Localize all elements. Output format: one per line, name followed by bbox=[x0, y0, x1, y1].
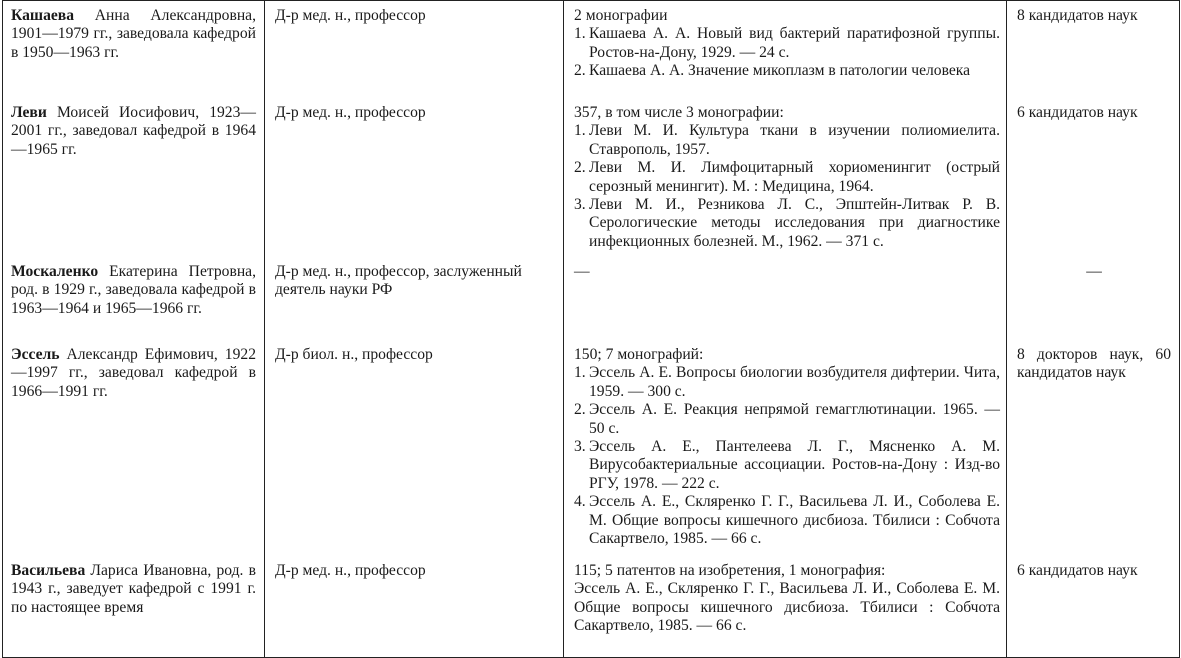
works-cell bbox=[564, 257, 1007, 340]
table-row bbox=[3, 98, 1180, 257]
head-surname: Васильева bbox=[11, 562, 86, 579]
degree-cell: Д-р мед. н., профессор, заслуженный деятель науки РФ bbox=[265, 257, 564, 340]
head-name-cell bbox=[3, 340, 265, 556]
table-row bbox=[3, 1, 1180, 99]
head-surname: Кашаева bbox=[11, 7, 74, 24]
works-cell bbox=[564, 1, 1007, 99]
publication-list bbox=[574, 122, 1000, 251]
works-cell bbox=[564, 98, 1007, 257]
publication-item: 2. Эссель А. Е. Реакция непрямой гемагглютинации. 1965. — 50 с. bbox=[574, 401, 1000, 437]
head-bio: Анна Александровна, 1901—1979 гг., заведовала кафедрой в 1950—1963 гг. bbox=[11, 7, 256, 61]
students-cell bbox=[1007, 257, 1180, 340]
works-cell bbox=[564, 340, 1007, 556]
head-surname: Москаленко bbox=[11, 263, 99, 280]
publication-item: 1. Кашаева А. А. Новый вид бактерий паратифозной группы. Ростов-на-Дону, 1929. — 24 с. bbox=[574, 25, 1000, 61]
students-value: 8 докторов наук, 60 кандидатов наук bbox=[1017, 346, 1171, 382]
publication-item: 3. Леви М. И., Резникова Л. С., Эпштейн-Литвак Р. В. Серологические методы исследования при диагностике инфекционных болезней. М., 1962. — 371 с. bbox=[574, 196, 1000, 250]
head-name-cell bbox=[3, 98, 265, 257]
publication-item: 1. Эссель А. Е. Вопросы биологии возбудителя дифтерии. Чита, 1959. — 300 с. bbox=[574, 364, 1000, 400]
table-row bbox=[3, 556, 1180, 658]
table-row bbox=[3, 257, 1180, 340]
students-cell: 8 кандидатов наук bbox=[1007, 1, 1180, 99]
works-summary: 2 монографии bbox=[574, 7, 668, 24]
head-name-cell bbox=[3, 556, 265, 658]
degree-cell: Д-р мед. н., профессор bbox=[265, 556, 564, 658]
head-name-cell bbox=[3, 1, 265, 99]
works-summary: 357, в том числе 3 монографии: bbox=[574, 104, 784, 121]
head-name-cell bbox=[3, 257, 265, 340]
works-summary: 150; 7 монографий: bbox=[574, 346, 704, 363]
publication-list bbox=[574, 25, 1000, 80]
head-bio: Моисей Иосифович, 1923—2001 гг., заведовал кафедрой в 1964—1965 гг. bbox=[11, 104, 256, 158]
degree-cell: Д-р мед. н., профессор bbox=[265, 1, 564, 99]
publication-item: 3. Эссель А. Е., Пантелеева Л. Г., Мясненко А. М. Вирусобактериальные ассоциации. Ростов-на-Дону : Изд-во РГУ, 1978. — 222 с. bbox=[574, 438, 1000, 492]
publication-item: 2. Кашаева А. А. Значение микоплазм в патологии человека bbox=[574, 62, 971, 80]
students-cell bbox=[1007, 340, 1180, 556]
head-surname: Леви bbox=[11, 104, 47, 121]
works-summary: 115; 5 патентов на изобретения, 1 монография: bbox=[574, 562, 886, 579]
publication-item: 1. Леви М. И. Культура ткани в изучении полиомиелита. Ставрополь, 1957. bbox=[574, 122, 1000, 158]
degree-cell: Д-р мед. н., профессор bbox=[265, 98, 564, 257]
students-cell: 6 кандидатов наук bbox=[1007, 556, 1180, 658]
department-heads-table bbox=[2, 0, 1180, 658]
works-summary: — bbox=[574, 263, 590, 280]
publication-item: 2. Леви М. И. Лимфоцитарный хориоменингит (острый серозный менингит). М. : Медицина, 1964. bbox=[574, 159, 1000, 195]
publication-item: Эссель А. Е., Скляренко Г. Г., Васильева Л. И., Соболева Е. М. Общие вопросы кишечного дисбиоза. Тбилиси : Собчота Сакартвело, 1985. — 66 с. bbox=[574, 580, 1000, 635]
head-bio: Александр Ефимович, 1922—1997 гг., заведовал кафедрой в 1966—1991 гг. bbox=[11, 346, 256, 400]
head-bio: Екатерина Петровна, род. в 1929 г., заведовала кафедрой в 1963—1964 и 1965—1966 гг. bbox=[11, 263, 256, 317]
works-cell bbox=[564, 556, 1007, 658]
publication-item: 4. Эссель А. Е., Скляренко Г. Г., Васильева Л. И., Соболева Е. М. Общие вопросы кишечного дисбиоза. Тбилиси : Собчота Сакартвело, 1985. — 66 с. bbox=[574, 493, 1000, 548]
students-value: — bbox=[1086, 263, 1102, 280]
head-bio: Лариса Ивановна, род. в 1943 г., заведует кафедрой с 1991 г. по настоящее время bbox=[11, 562, 256, 616]
students-cell: 6 кандидатов наук bbox=[1007, 98, 1180, 257]
publication-list bbox=[574, 364, 1000, 548]
degree-cell: Д-р биол. н., профессор bbox=[265, 340, 564, 556]
head-surname: Эссель bbox=[11, 346, 60, 363]
table-row bbox=[3, 340, 1180, 556]
